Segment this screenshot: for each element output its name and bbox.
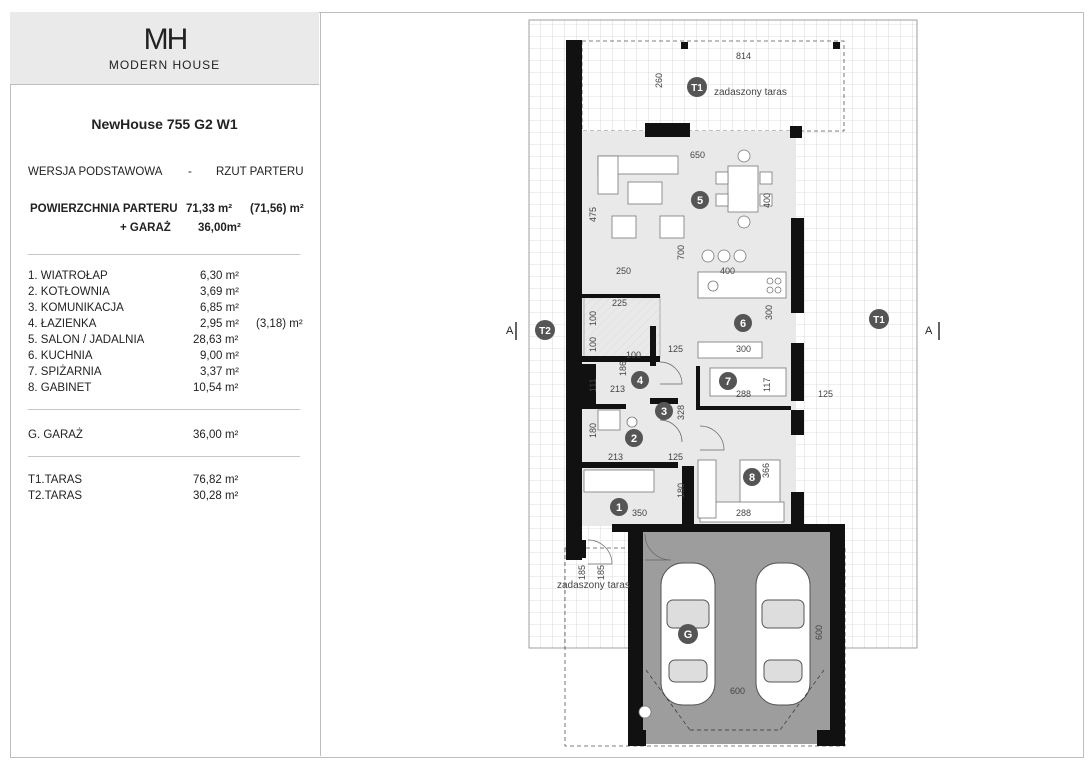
area-alt-value: (71,56) m² — [250, 203, 304, 215]
view-label: RZUT PARTERU — [216, 166, 304, 178]
brand-name: MODERN HOUSE — [108, 58, 221, 72]
dimension-label: 600 — [730, 686, 746, 696]
dimension-label: 185 — [577, 564, 587, 580]
dimension-label: 250 — [616, 266, 632, 276]
dimension-label: 100 — [626, 350, 642, 360]
room-marker-6: 6 — [739, 318, 747, 330]
room-area: 3,69 m² — [200, 286, 239, 298]
dimension-label: 180 — [588, 422, 598, 438]
room-marker-8: 8 — [748, 472, 756, 484]
garage-area-label: + GARAŻ — [120, 222, 171, 234]
room-area: 6,30 m² — [200, 270, 239, 282]
dimension-label: 400 — [720, 266, 736, 276]
room-name: 7. SPIŻARNIA — [28, 366, 102, 378]
dimension-label: 700 — [676, 244, 686, 260]
dimension-label: 600 — [814, 624, 824, 640]
dimension-label: 111 — [588, 378, 598, 392]
terrace-marker: T2 — [539, 326, 551, 337]
dimension-label: 475 — [588, 206, 598, 222]
dimension-label: 650 — [690, 150, 706, 160]
room-name: 6. KUCHNIA — [28, 350, 93, 362]
room-name: 3. KOMUNIKACJA — [28, 302, 124, 314]
terrace-name: T2.TARAS — [28, 490, 83, 502]
room-marker-3: 3 — [660, 406, 668, 418]
dimension-label: 100 — [588, 336, 598, 352]
room-name: 8. GABINET — [28, 382, 92, 394]
project-name: NewHouse 755 G2 W1 — [91, 116, 238, 132]
car-icon — [756, 563, 810, 705]
dimension-label: 125 — [668, 344, 684, 354]
room-marker-7: 7 — [724, 376, 732, 388]
dimension-label: 185 — [596, 564, 606, 580]
area-value: 71,33 m² — [186, 203, 233, 215]
terrace-marker: T1 — [691, 83, 703, 94]
terrace-area: 30,28 m² — [193, 490, 239, 502]
dimension-label: 328 — [676, 404, 686, 420]
terrace-name: T1.TARAS — [28, 474, 83, 486]
terrace-area: 76,82 m² — [193, 474, 239, 486]
garage-area-value: 36,00m² — [198, 222, 241, 234]
room-area-alt: (3,18) m² — [256, 318, 303, 330]
covered-terrace-label: zadaszony taras — [557, 580, 630, 591]
garage-name: G. GARAŻ — [28, 429, 83, 441]
room-marker-4: 4 — [636, 375, 644, 387]
dimension-label: 400 — [762, 192, 772, 208]
room-area: 3,37 m² — [200, 366, 239, 378]
room-area: 9,00 m² — [200, 350, 239, 362]
terrace-marker: T1 — [873, 315, 885, 326]
garage-floor — [628, 524, 844, 744]
dimension-label: 213 — [608, 452, 624, 462]
dimension-label: 180 — [676, 482, 686, 498]
room-name: 4. ŁAZIENKA — [28, 318, 97, 330]
dimension-label: 125 — [818, 389, 834, 399]
dimension-label: 366 — [761, 462, 771, 478]
version-label: WERSJA PODSTAWOWA — [28, 166, 163, 178]
dimension-label: 288 — [736, 389, 752, 399]
dimension-label: 186 — [618, 360, 628, 376]
dimension-label: 814 — [736, 51, 752, 61]
dimension-label: 350 — [632, 508, 648, 518]
dimension-label: 260 — [654, 72, 664, 88]
room-marker-2: 2 — [630, 433, 638, 445]
room-name: 1. WIATROŁAP — [28, 270, 108, 282]
dimension-label: 117 — [762, 377, 772, 392]
dimension-label: 288 — [736, 508, 752, 518]
dimension-label: 100 — [588, 310, 598, 326]
room-area: 2,95 m² — [200, 318, 239, 330]
covered-terrace-label: zadaszony taras — [714, 87, 787, 98]
room-marker-1: 1 — [615, 502, 623, 514]
dimension-label: 300 — [764, 304, 774, 320]
room-marker-garage: G — [683, 629, 693, 641]
version-dash: - — [188, 166, 192, 178]
area-label: POWIERZCHNIA PARTERU — [30, 203, 178, 215]
room-name: 2. KOTŁOWNIA — [28, 286, 110, 298]
room-marker-5: 5 — [696, 195, 704, 207]
dimension-label: 225 — [612, 298, 628, 308]
room-name: 5. SALON / JADALNIA — [28, 334, 145, 346]
dimension-label: 300 — [736, 344, 752, 354]
room-area: 10,54 m² — [193, 382, 239, 394]
room-area: 6,85 m² — [200, 302, 239, 314]
svg-text:MH: MH — [143, 24, 187, 52]
dimension-label: 125 — [668, 452, 684, 462]
room-area: 28,63 m² — [193, 334, 239, 346]
dimension-label: 213 — [610, 384, 626, 394]
section-marker: A — [925, 325, 933, 337]
section-marker: A — [506, 325, 514, 337]
garage-area: 36,00 m² — [193, 429, 239, 441]
